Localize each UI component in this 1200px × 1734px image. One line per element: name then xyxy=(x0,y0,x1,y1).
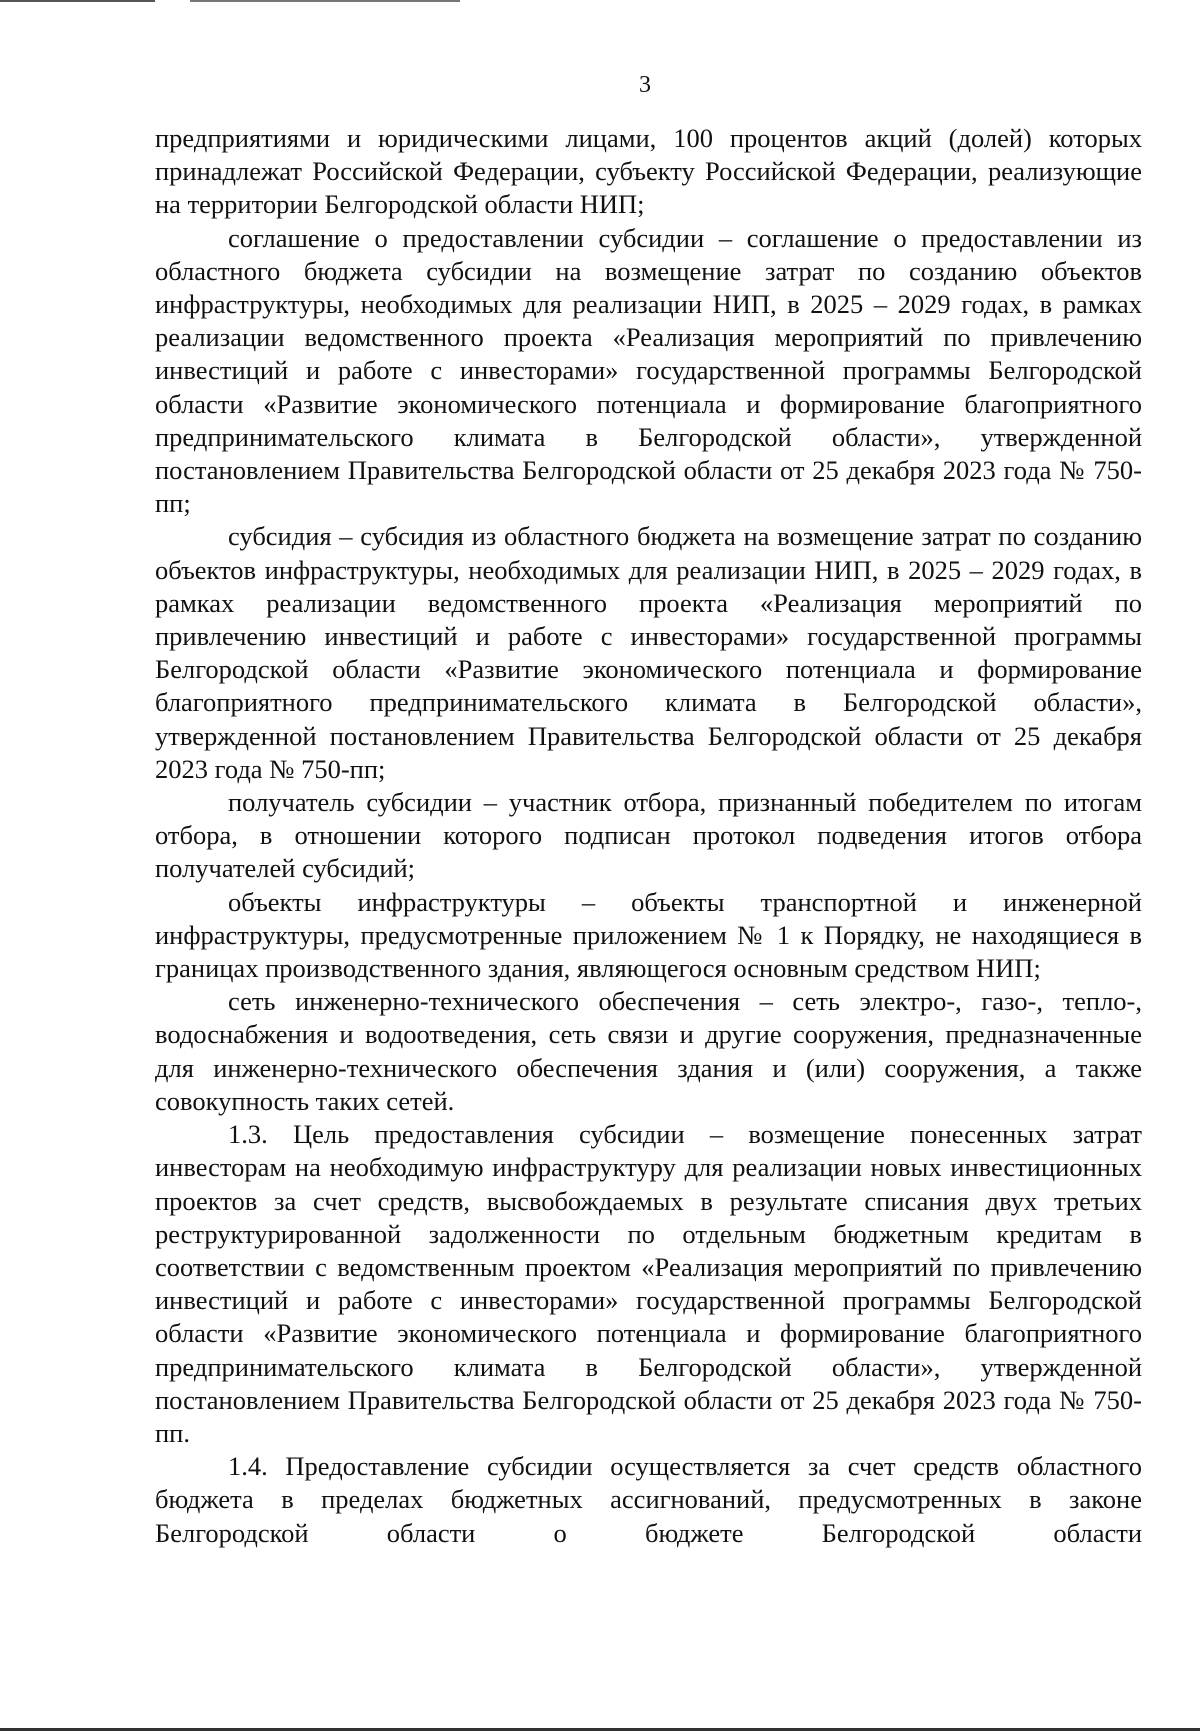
page-number: 3 xyxy=(639,72,651,98)
paragraph-infrastructure-objects: объекты инфраструктуры – объекты транспортной и инженерной инфраструктуры, предусмотренные приложением № 1 к Порядку, не находящиеся в границах производственного здания, являющегося основным средством НИП; xyxy=(155,886,1142,984)
paragraph-continuation: предприятиями и юридическими лицами, 100 процентов акций (долей) которых принадлежат Российской Федерации, субъекту Российской Федерации, реализующие на территории Белгородской области НИП; xyxy=(155,123,1142,220)
paragraph-subsidy-definition: субсидия – субсидия из областного бюджета на возмещение затрат по созданию объектов инфраструктуры, необходимых для реализации НИП, в 2025 – 2029 годах, в рамках реализации ведомственного проекта «Реализация мероприятий по привлечению инвестиций и работе с инвесторами» государственной программы Белгородской области «Развитие экономического потенциала и формирование благоприятного предпринимательского климата в Белгородской области», утвержденной постановлением Правительства Белгородской области от 25 декабря 2023 года № 750-пп; xyxy=(155,521,1142,784)
paragraph-section-1-3: 1.3. Цель предоставления субсидии – возмещение понесенных затрат инвесторам на необходимую инфраструктуру для реализации новых инвестиционных проектов за счет средств, высвобождаемых в результате списания двух третьих реструктурированной задолженности по отдельным бюджетным кредитам в соответствии с ведомственным проектом «Реализация мероприятий по привлечению инвестиций и работе с инвесторами» государственной программы Белгородской области «Развитие экономического потенциала и формирование благоприятного предпринимательского климата в Белгородской области», утвержденной постановлением Правительства Белгородской области от 25 декабря 2023 года № 750-пп. xyxy=(155,1119,1142,1448)
paragraph-subsidy-agreement: соглашение о предоставлении субсидии – соглашение о предоставлении из областного бюджета субсидии на возмещение затрат по созданию объектов инфраструктуры, необходимых для реализации НИП, в 2025 – 2029 годах, в рамках реализации ведомственного проекта «Реализация мероприятий по привлечению инвестиций и работе с инвесторами» государственной программы Белгородской области «Развитие экономического потенциала и формирование благоприятного предпринимательского климата в Белгородской области», утвержденной постановлением Правительства Белгородской области от 25 декабря 2023 года № 750-пп; xyxy=(155,222,1142,519)
document-body xyxy=(155,122,1142,1550)
paragraph-section-1-4: 1.4. Предоставление субсидии осуществляется за счет средств областного бюджета в пределах бюджетных ассигнований, предусмотренных в законе Белгородской области о бюджете Белгородской области xyxy=(155,1451,1142,1548)
paragraph-subsidy-recipient: получатель субсидии – участник отбора, признанный победителем по итогам отбора, в отношении которого подписан протокол подведения итогов отбора получателей субсидий; xyxy=(155,787,1142,884)
scan-edge-line xyxy=(190,0,460,2)
paragraph-engineering-network: сеть инженерно-технического обеспечения – сеть электро-, газо-, тепло-, водоснабжения и водоотведения, сеть связи и другие сооружения, предназначенные для инженерно-технического обеспечения здания и (или) сооружения, а также совокупность таких сетей. xyxy=(155,986,1142,1116)
scan-edge-line xyxy=(0,1728,1200,1731)
scan-edge-line xyxy=(0,0,155,2)
